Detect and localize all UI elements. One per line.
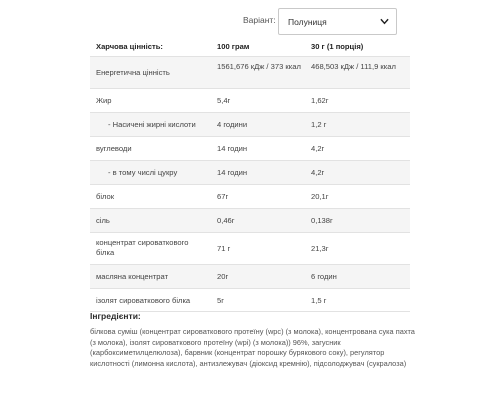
- nutrition-table: [90, 38, 410, 312]
- variant-label: Варіант:: [243, 15, 276, 25]
- header-per-serving: 30 г (1 порція): [311, 42, 364, 51]
- nutrient-name: ізолят сироваткового білка: [96, 296, 191, 305]
- table-row: [90, 136, 410, 160]
- value-per-100g: 14 годин: [217, 168, 248, 177]
- table-row: [90, 112, 410, 136]
- nutrient-name: Енергетична цінність: [96, 68, 170, 77]
- value-per-serving: 468,503 кДж / 111,9 ккал: [311, 62, 396, 71]
- value-per-100g: 5г: [217, 296, 224, 305]
- value-per-serving: 4,2г: [311, 144, 325, 153]
- value-per-100g: 5,4г: [217, 96, 231, 105]
- table-row: [90, 288, 410, 312]
- value-per-100g: 0,46г: [217, 216, 235, 225]
- variant-row: [0, 6, 500, 32]
- table-header-row: [90, 38, 410, 56]
- chevron-down-icon: [380, 18, 389, 25]
- nutrient-name: Жир: [96, 96, 112, 105]
- value-per-serving: 0,138г: [311, 216, 333, 225]
- ingredients-text: білкова суміш (концентрат сироваткового протеїну (wpc) (з молока), концентрована сука пахта (з молока), ізолят сироваткового протеїну (wpi) (з молока)) 96%, загусник (карбоксиметилцелюлоза), барвник (концентрат порошку бурякового соку), регулятор кислотності (лимонна кислота), антизлежувач (діоксид кремнію), підсолоджувач (сукралоза): [90, 327, 415, 368]
- nutrient-name: масляна концентрат: [96, 272, 169, 281]
- header-per-100g: 100 грам: [217, 42, 250, 51]
- value-per-serving: 21,3г: [311, 244, 329, 253]
- value-per-serving: 4,2г: [311, 168, 325, 177]
- value-per-serving: 6 годин: [311, 272, 337, 281]
- nutrient-name: - в тому числі цукру: [108, 168, 178, 177]
- nutrient-name: вуглеводи: [96, 144, 132, 153]
- table-row: [90, 56, 410, 88]
- value-per-serving: 20,1г: [311, 192, 329, 201]
- value-per-100g: 14 годин: [217, 144, 248, 153]
- value-per-serving: 1,62г: [311, 96, 329, 105]
- table-row: [90, 160, 410, 184]
- nutrient-name: білок: [96, 192, 115, 201]
- value-per-serving: 1,2 г: [311, 120, 327, 129]
- table-row: [90, 232, 410, 264]
- nutrient-name: концентрат сироваткового білка: [96, 238, 189, 257]
- table-row: [90, 88, 410, 112]
- ingredients-title: Інгредієнти:: [90, 311, 141, 321]
- header-nutrition: Харчова цінність:: [96, 42, 163, 51]
- table-row: [90, 264, 410, 288]
- variant-select[interactable]: [278, 8, 397, 35]
- table-row: [90, 184, 410, 208]
- table-row: [90, 208, 410, 232]
- value-per-100g: 71 г: [217, 244, 231, 253]
- nutrient-name: сіль: [96, 216, 110, 225]
- value-per-100g: 20г: [217, 272, 229, 281]
- value-per-serving: 1,5 г: [311, 296, 327, 305]
- value-per-100g: 4 години: [217, 120, 248, 129]
- value-per-100g: 1561,676 кДж / 373 ккал: [217, 62, 301, 71]
- value-per-100g: 67г: [217, 192, 229, 201]
- nutrient-name: - Насичені жирні кислоти: [108, 120, 196, 129]
- ingredients-section: [90, 311, 420, 369]
- variant-selected-value: Полуниця: [288, 17, 327, 27]
